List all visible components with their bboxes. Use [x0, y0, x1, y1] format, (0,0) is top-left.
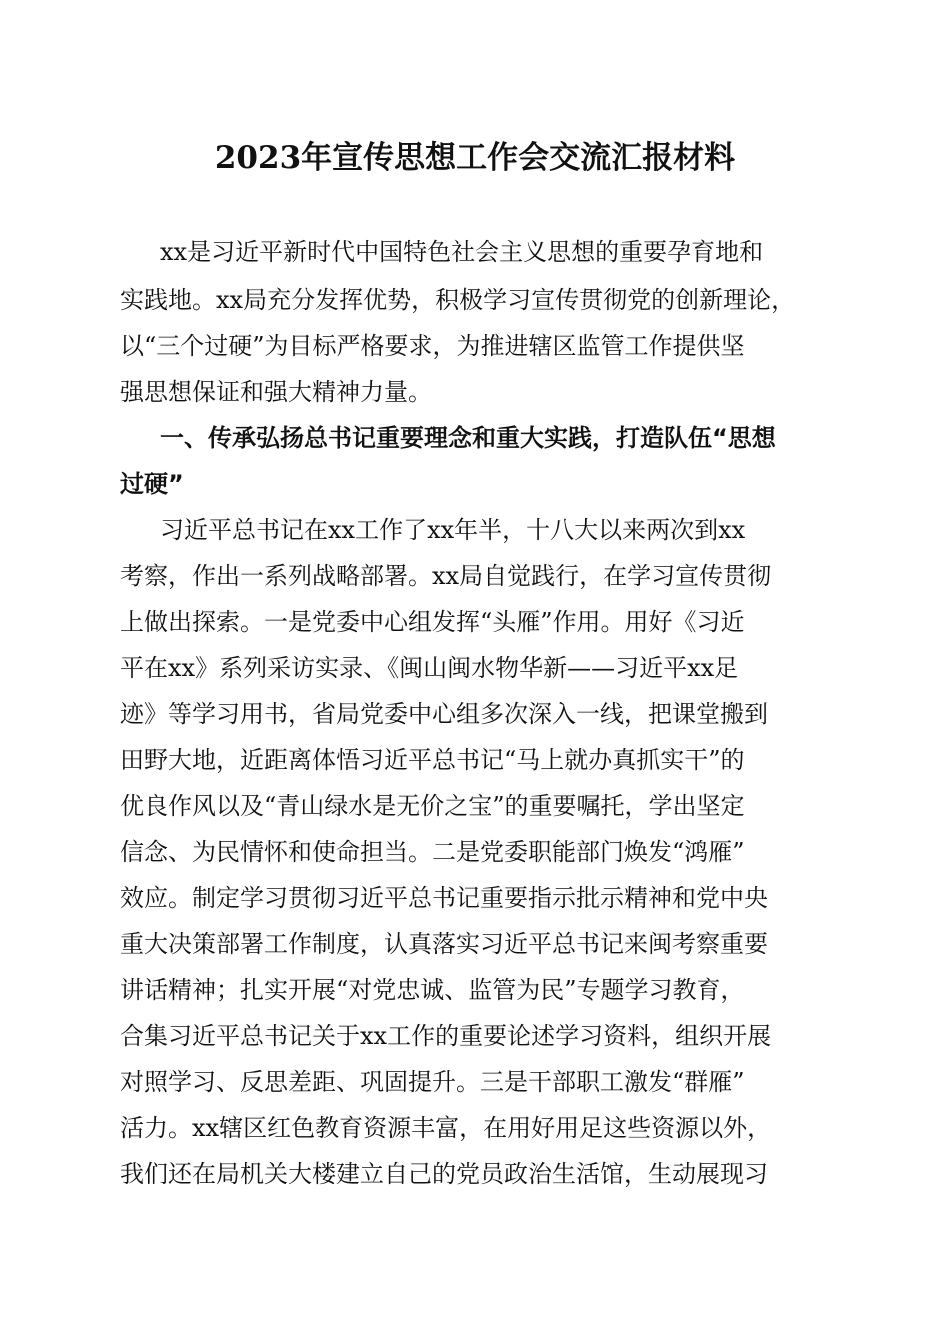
- paragraph-line: 田野大地，近距离体悟习近平总书记“马上就办真抓实干”的: [120, 746, 745, 774]
- paragraph-line: 效应。制定学习贯彻习近平总书记重要指示批示精神和党中央: [120, 884, 768, 912]
- paragraph-line: 习近平总书记在xx工作了xx年半，十八大以来两次到xx: [160, 516, 746, 544]
- paragraph-line: 优良作风以及“青山绿水是无价之宝”的重要嘱托，学出坚定: [120, 792, 745, 820]
- paragraph-line: 上做出探索。一是党委中心组发挥“头雁”作用。用好《习近: [120, 608, 745, 636]
- section-heading: 一、传承弘扬总书记重要理念和重大实践，打造队伍“思想: [160, 424, 776, 452]
- paragraph-line: 合集习近平总书记关于xx工作的重要论述学习资料，组织开展: [120, 1022, 772, 1050]
- paragraph-line: 平在xx》系列采访实录、《闽山闽水物华新——习近平xx足: [120, 654, 739, 682]
- section-heading: 过硬”: [120, 470, 184, 498]
- paragraph-line: 迹》等学习用书，省局党委中心组多次深入一线，把课堂搬到: [120, 700, 768, 728]
- paragraph-line: 我们还在局机关大楼建立自己的党员政治生活馆，生动展现习: [120, 1160, 768, 1188]
- paragraph-line: 考察，作出一系列战略部署。xx局自觉践行，在学习宣传贯彻: [120, 562, 772, 590]
- paragraph-line: 重大决策部署工作制度，认真落实习近平总书记来闽考察重要: [120, 930, 768, 958]
- paragraph-line: xx是习近平新时代中国特色社会主义思想的重要孕育地和: [160, 238, 764, 266]
- paragraph-line: 实践地。xx局充分发挥优势，积极学习宣传贯彻党的创新理论，: [120, 286, 796, 314]
- document-title: 2023年宣传思想工作会交流汇报材料: [214, 140, 736, 176]
- paragraph-line: 以“三个过硬”为目标严格要求，为推进辖区监管工作提供坚: [120, 332, 745, 360]
- paragraph-line: 活力。xx辖区红色教育资源丰富，在用好用足这些资源以外，: [120, 1114, 772, 1142]
- paragraph-line: 强思想保证和强大精神力量。: [120, 378, 432, 406]
- paragraph-line: 讲话精神；扎实开展“对党忠诚、监管为民”专题学习教育，: [120, 976, 745, 1004]
- paragraph-line: 对照学习、反思差距、巩固提升。三是干部职工激发“群雁”: [120, 1068, 745, 1096]
- paragraph-line: 信念、为民情怀和使命担当。二是党委职能部门焕发“鸿雁”: [120, 838, 745, 866]
